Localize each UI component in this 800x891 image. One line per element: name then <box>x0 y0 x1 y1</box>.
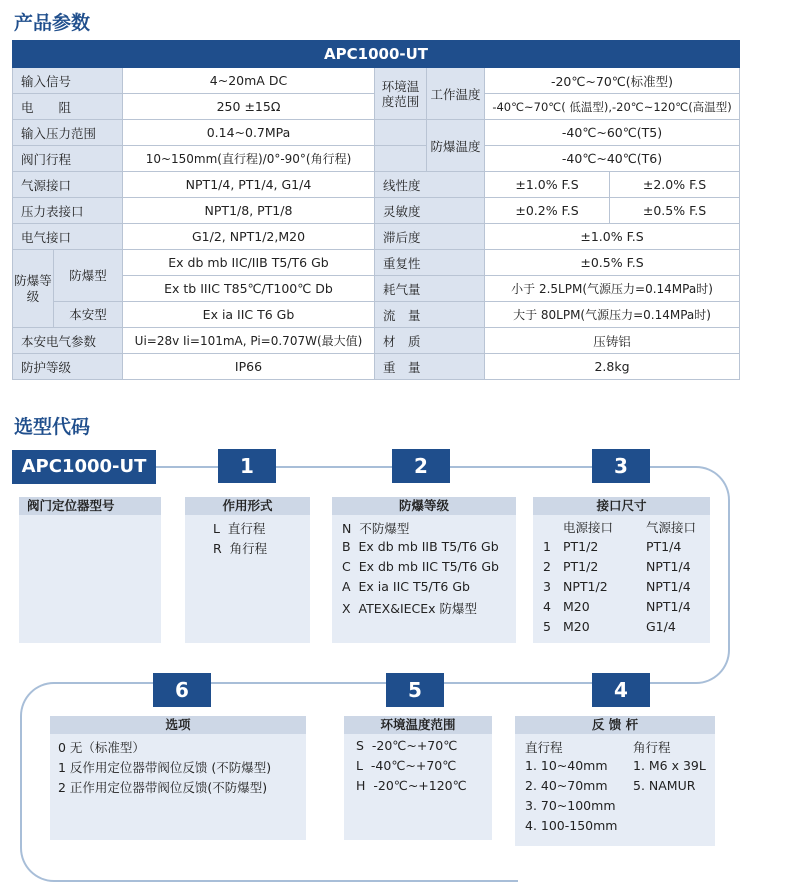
label-is-params: 本安电气参数 <box>13 328 123 354</box>
label-input-signal: 输入信号 <box>13 68 123 94</box>
interface-air: G1/4 <box>646 619 676 634</box>
card-model <box>19 497 161 643</box>
label-env-temp: 环境温度范围 <box>375 68 427 120</box>
option-item: 2 正作用定位器带阀位反馈(不防爆型) <box>58 780 268 795</box>
interface-code: 5 <box>543 619 551 634</box>
label-hysteresis: 滞后度 <box>375 224 485 250</box>
step-5: 5 <box>386 673 444 707</box>
label-repeatability: 重复性 <box>375 250 485 276</box>
temp-code: H <box>356 778 366 793</box>
temp-code: L <box>356 758 363 773</box>
temp-range: -20℃~+120℃ <box>373 778 467 793</box>
label-ip: 防护等级 <box>13 354 123 380</box>
option-item: 0 无（标准型） <box>58 740 145 755</box>
feedback-linear-item: 2. 40~70mm <box>525 778 608 793</box>
ex-name: Ex db mb IIB T5/T6 Gb <box>358 539 499 554</box>
interface-code: 1 <box>543 539 551 554</box>
value-is-params: Ui=28v Ii=101mA, Pi=0.707W(最大值) <box>123 328 375 354</box>
label-valve-stroke: 阀门行程 <box>13 146 123 172</box>
temp-code: S <box>356 738 364 753</box>
code-track-bottom-line <box>318 880 518 882</box>
value-work-temp-2: -40℃~70℃( 低温型),-20℃~120℃(高温型) <box>485 94 740 120</box>
interface-col-air: 气源接口 <box>646 520 697 535</box>
step-3: 3 <box>592 449 650 483</box>
label-air-consumption: 耗气量 <box>375 276 485 302</box>
value-linearity-1: ±1.0% F.S <box>485 172 610 198</box>
ex-code: C <box>342 559 351 574</box>
ex-code: A <box>342 579 351 594</box>
card-temp <box>344 716 492 840</box>
label-work-temp: 工作温度 <box>427 68 485 120</box>
ex-name: ATEX&IECEx 防爆型 <box>358 601 478 616</box>
ex-code: X <box>342 601 351 616</box>
value-ex-temp-2: -40℃~40℃(T6) <box>485 146 740 172</box>
step-6: 6 <box>153 673 211 707</box>
value-air-port: NPT1/4, PT1/4, G1/4 <box>123 172 375 198</box>
interface-air: NPT1/4 <box>646 559 691 574</box>
card-feedback-title: 反 馈 杆 <box>515 716 715 734</box>
temp-range: -40℃~+70℃ <box>370 758 457 773</box>
card-action <box>185 497 310 643</box>
value-flameproof-1: Ex db mb IIC/IIB T5/T6 Gb <box>123 250 375 276</box>
interface-power: NPT1/2 <box>563 579 608 594</box>
value-material: 压铸铝 <box>485 328 740 354</box>
value-flameproof-2: Ex tb IIIC T85℃/T100℃ Db <box>123 276 375 302</box>
value-ex-temp-1: -40℃~60℃(T5) <box>485 120 740 146</box>
card-options <box>50 716 306 840</box>
step-4: 4 <box>592 673 650 707</box>
feedback-linear-item: 1. 10~40mm <box>525 758 608 773</box>
value-intrinsic: Ex ia IIC T6 Gb <box>123 302 375 328</box>
label-resistance: 电 阻 <box>13 94 123 120</box>
label-sensitivity: 灵敏度 <box>375 198 485 224</box>
label-ex-temp: 防爆温度 <box>427 120 485 172</box>
value-weight: 2.8kg <box>485 354 740 380</box>
option-item: 1 反作用定位器带阀位反馈 (不防爆型) <box>58 760 272 775</box>
label-flameproof: 防爆型 <box>54 250 122 302</box>
value-linearity-2: ±2.0% F.S <box>610 172 740 198</box>
interface-code: 3 <box>543 579 551 594</box>
action-name-l: 直行程 <box>227 521 266 536</box>
value-hysteresis: ±1.0% F.S <box>485 224 740 250</box>
interface-power: M20 <box>563 619 590 634</box>
value-repeatability: ±0.5% F.S <box>485 250 740 276</box>
label-elec-port: 电气接口 <box>13 224 123 250</box>
interface-air: PT1/4 <box>646 539 682 554</box>
spec-table <box>12 40 740 380</box>
card-options-title: 选项 <box>50 716 306 734</box>
card-model-title: 阀门定位器型号 <box>19 497 161 515</box>
card-feedback <box>515 716 715 846</box>
feedback-linear-item: 4. 100-150mm <box>525 818 618 833</box>
feedback-rotary-item: 5. NAMUR <box>633 778 696 793</box>
value-air-consumption: 小于 2.5LPM(气源压力=0.14MPa时) <box>485 276 740 302</box>
ex-code: B <box>342 539 351 554</box>
card-action-title: 作用形式 <box>185 497 310 515</box>
interface-code: 4 <box>543 599 551 614</box>
interface-code: 2 <box>543 559 551 574</box>
value-resistance: 250 ±15Ω <box>123 94 375 120</box>
value-input-pressure: 0.14~0.7MPa <box>123 120 375 146</box>
value-gauge-port: NPT1/8, PT1/8 <box>123 198 375 224</box>
value-sensitivity-2: ±0.5% F.S <box>610 198 740 224</box>
action-code-r: R <box>213 541 222 556</box>
label-material: 材 质 <box>375 328 485 354</box>
feedback-col-linear: 直行程 <box>525 740 563 755</box>
interface-air: NPT1/4 <box>646 599 691 614</box>
interface-power: PT1/2 <box>563 539 599 554</box>
card-explosion-title: 防爆等级 <box>332 497 516 515</box>
card-temp-title: 环境温度范围 <box>344 716 492 734</box>
value-ip: IP66 <box>123 354 375 380</box>
label-intrinsic: 本安型 <box>69 307 107 323</box>
value-flow: 大于 80LPM(气源压力=0.14MPa时) <box>485 302 740 328</box>
action-code-l: L <box>213 521 220 536</box>
section-title-code: 选型代码 <box>14 416 91 438</box>
interface-col-power: 电源接口 <box>563 520 614 535</box>
interface-power: PT1/2 <box>563 559 599 574</box>
label-air-port: 气源接口 <box>13 172 123 198</box>
table-header: APC1000-UT <box>13 41 740 68</box>
ex-name: Ex db mb IIC T5/T6 Gb <box>358 559 499 574</box>
ex-code: N <box>342 521 352 536</box>
model-code: APC1000-UT <box>12 450 156 484</box>
label-protect-grade: 防爆等级 <box>14 272 52 304</box>
temp-range: -20℃~+70℃ <box>371 738 458 753</box>
card-interface-title: 接口尺寸 <box>533 497 710 515</box>
label-gauge-port: 压力表接口 <box>13 198 123 224</box>
interface-air: NPT1/4 <box>646 579 691 594</box>
section-title-params: 产品参数 <box>14 12 91 34</box>
value-elec-port: G1/2, NPT1/2,M20 <box>123 224 375 250</box>
feedback-rotary-item: 1. M6 x 39L <box>633 758 706 773</box>
value-valve-stroke: 10~150mm(直行程)/0°-90°(角行程) <box>123 146 375 172</box>
label-linearity: 线性度 <box>375 172 485 198</box>
value-input-signal: 4~20mA DC <box>123 68 375 94</box>
card-interface <box>533 497 710 643</box>
label-weight: 重 量 <box>375 354 485 380</box>
ex-name: 不防爆型 <box>359 521 410 536</box>
feedback-col-rotary: 角行程 <box>633 740 671 755</box>
action-name-r: 角行程 <box>229 541 268 556</box>
step-2: 2 <box>392 449 450 483</box>
value-sensitivity-1: ±0.2% F.S <box>485 198 610 224</box>
step-1: 1 <box>218 449 276 483</box>
label-flow: 流 量 <box>375 302 485 328</box>
ex-name: Ex ia IIC T5/T6 Gb <box>358 579 470 594</box>
value-work-temp-1: -20℃~70℃(标准型) <box>485 68 740 94</box>
feedback-linear-item: 3. 70~100mm <box>525 798 616 813</box>
card-explosion <box>332 497 516 643</box>
label-input-pressure: 输入压力范围 <box>13 120 123 146</box>
interface-power: M20 <box>563 599 590 614</box>
